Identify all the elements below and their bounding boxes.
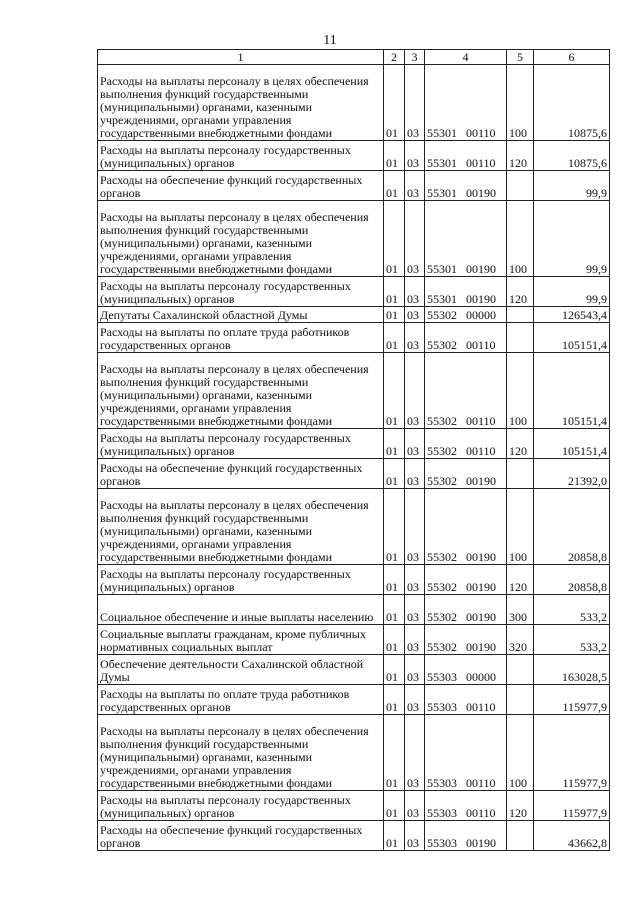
row-amount-cell: 115977,9 bbox=[534, 791, 610, 821]
row-subsection-cell: 03 bbox=[405, 171, 425, 201]
row-amount-cell: 115977,9 bbox=[534, 685, 610, 715]
row-name-cell: Расходы на выплаты персоналу государственных (муниципальных) органов bbox=[98, 429, 384, 459]
row-target-article-cell: 55302 00110 bbox=[425, 323, 507, 353]
row-section-cell: 01 bbox=[384, 353, 405, 429]
row-section-cell: 01 bbox=[384, 821, 405, 851]
row-amount-cell: 10875,6 bbox=[534, 141, 610, 171]
row-expense-type-cell bbox=[507, 821, 534, 851]
row-expense-type-cell bbox=[507, 323, 534, 353]
row-name-cell: Расходы на обеспечение функций государственных органов bbox=[98, 459, 384, 489]
row-amount-cell: 20858,8 bbox=[534, 565, 610, 595]
row-subsection-cell: 03 bbox=[405, 65, 425, 141]
row-amount-cell: 115977,9 bbox=[534, 715, 610, 791]
row-name-cell: Расходы на выплаты персоналу в целях обеспечения выполнения функций государственными (муниципальными) органами, казенными учреждениями, органами управления государственными внебюджетными фондами bbox=[98, 201, 384, 277]
row-name-cell: Расходы на выплаты по оплате труда работников государственных органов bbox=[98, 323, 384, 353]
row-name-cell: Расходы на выплаты персоналу государственных (муниципальных) органов bbox=[98, 565, 384, 595]
table-row bbox=[98, 429, 610, 459]
row-name-cell: Расходы на выплаты персоналу в целях обеспечения выполнения функций государственными (муниципальными) органами, казенными учреждениями, органами управления государственными внебюджетными фондами bbox=[98, 715, 384, 791]
row-amount-cell: 105151,4 bbox=[534, 323, 610, 353]
row-target-article-cell: 55302 00190 bbox=[425, 625, 507, 655]
row-name-cell: Депутаты Сахалинской областной Думы bbox=[98, 307, 384, 323]
row-expense-type-cell bbox=[507, 171, 534, 201]
table-row bbox=[98, 821, 610, 851]
row-expense-type-cell: 120 bbox=[507, 565, 534, 595]
row-expense-type-cell: 100 bbox=[507, 489, 534, 565]
row-amount-cell: 533,2 bbox=[534, 595, 610, 625]
row-subsection-cell: 03 bbox=[405, 821, 425, 851]
row-name-cell: Расходы на выплаты по оплате труда работников государственных органов bbox=[98, 685, 384, 715]
row-subsection-cell: 03 bbox=[405, 141, 425, 171]
row-amount-cell: 99,9 bbox=[534, 277, 610, 307]
row-target-article-cell: 55301 00190 bbox=[425, 201, 507, 277]
row-target-article-cell: 55303 00190 bbox=[425, 821, 507, 851]
row-subsection-cell: 03 bbox=[405, 625, 425, 655]
row-name-cell: Расходы на выплаты персоналу в целях обеспечения выполнения функций государственными (муниципальными) органами, казенными учреждениями, органами управления государственными внебюджетными фондами bbox=[98, 65, 384, 141]
row-subsection-cell: 03 bbox=[405, 429, 425, 459]
row-expense-type-cell: 100 bbox=[507, 353, 534, 429]
row-expense-type-cell bbox=[507, 459, 534, 489]
row-name-cell: Обеспечение деятельности Сахалинской областной Думы bbox=[98, 655, 384, 685]
row-subsection-cell: 03 bbox=[405, 685, 425, 715]
row-section-cell: 01 bbox=[384, 65, 405, 141]
table-row bbox=[98, 459, 610, 489]
row-expense-type-cell: 100 bbox=[507, 65, 534, 141]
row-subsection-cell: 03 bbox=[405, 307, 425, 323]
table-row bbox=[98, 277, 610, 307]
row-expense-type-cell: 100 bbox=[507, 201, 534, 277]
row-target-article-cell: 55303 00110 bbox=[425, 791, 507, 821]
row-name-cell: Расходы на выплаты персоналу государственных (муниципальных) органов bbox=[98, 791, 384, 821]
row-amount-cell: 163028,5 bbox=[534, 655, 610, 685]
row-target-article-cell: 55302 00110 bbox=[425, 429, 507, 459]
row-subsection-cell: 03 bbox=[405, 459, 425, 489]
row-target-article-cell: 55301 00190 bbox=[425, 171, 507, 201]
row-amount-cell: 21392,0 bbox=[534, 459, 610, 489]
row-name-cell: Расходы на выплаты персоналу государственных (муниципальных) органов bbox=[98, 277, 384, 307]
row-name-cell: Расходы на выплаты персоналу государственных (муниципальных) органов bbox=[98, 141, 384, 171]
table-row bbox=[98, 307, 610, 323]
row-subsection-cell: 03 bbox=[405, 791, 425, 821]
row-expense-type-cell: 120 bbox=[507, 141, 534, 171]
header-cell-6: 6 bbox=[534, 50, 610, 65]
row-expense-type-cell: 100 bbox=[507, 715, 534, 791]
row-name-cell: Расходы на обеспечение функций государственных органов bbox=[98, 821, 384, 851]
row-amount-cell: 533,2 bbox=[534, 625, 610, 655]
row-name-cell: Расходы на обеспечение функций государственных органов bbox=[98, 171, 384, 201]
row-amount-cell: 105151,4 bbox=[534, 429, 610, 459]
row-target-article-cell: 55302 00000 bbox=[425, 307, 507, 323]
row-section-cell: 01 bbox=[384, 655, 405, 685]
row-section-cell: 01 bbox=[384, 307, 405, 323]
row-section-cell: 01 bbox=[384, 429, 405, 459]
budget-table bbox=[97, 49, 610, 851]
row-amount-cell: 20858,8 bbox=[534, 489, 610, 565]
table-row bbox=[98, 565, 610, 595]
row-expense-type-cell bbox=[507, 307, 534, 323]
row-section-cell: 01 bbox=[384, 323, 405, 353]
row-target-article-cell: 55302 00190 bbox=[425, 565, 507, 595]
row-expense-type-cell: 120 bbox=[507, 791, 534, 821]
table-header-row bbox=[98, 50, 610, 65]
table-row bbox=[98, 655, 610, 685]
row-section-cell: 01 bbox=[384, 171, 405, 201]
row-expense-type-cell bbox=[507, 655, 534, 685]
row-subsection-cell: 03 bbox=[405, 655, 425, 685]
row-target-article-cell: 55302 00190 bbox=[425, 489, 507, 565]
row-section-cell: 01 bbox=[384, 565, 405, 595]
row-section-cell: 01 bbox=[384, 625, 405, 655]
table-row bbox=[98, 489, 610, 565]
row-section-cell: 01 bbox=[384, 459, 405, 489]
row-target-article-cell: 55301 00110 bbox=[425, 65, 507, 141]
row-target-article-cell: 55301 00190 bbox=[425, 277, 507, 307]
row-section-cell: 01 bbox=[384, 141, 405, 171]
table-row bbox=[98, 353, 610, 429]
row-name-cell: Расходы на выплаты персоналу в целях обеспечения выполнения функций государственными (муниципальными) органами, казенными учреждениями, органами управления государственными внебюджетными фондами bbox=[98, 489, 384, 565]
page-number: 11 bbox=[323, 33, 337, 48]
row-expense-type-cell: 120 bbox=[507, 429, 534, 459]
table-row bbox=[98, 65, 610, 141]
row-subsection-cell: 03 bbox=[405, 489, 425, 565]
table-body bbox=[98, 65, 610, 851]
table-row bbox=[98, 595, 610, 625]
row-subsection-cell: 03 bbox=[405, 595, 425, 625]
row-section-cell: 01 bbox=[384, 791, 405, 821]
row-expense-type-cell: 300 bbox=[507, 595, 534, 625]
row-amount-cell: 43662,8 bbox=[534, 821, 610, 851]
row-target-article-cell: 55303 00110 bbox=[425, 685, 507, 715]
row-subsection-cell: 03 bbox=[405, 353, 425, 429]
row-expense-type-cell: 320 bbox=[507, 625, 534, 655]
header-cell-4: 4 bbox=[425, 50, 507, 65]
row-expense-type-cell bbox=[507, 685, 534, 715]
header-cell-1: 1 bbox=[98, 50, 384, 65]
row-amount-cell: 99,9 bbox=[534, 171, 610, 201]
table-row bbox=[98, 171, 610, 201]
row-amount-cell: 99,9 bbox=[534, 201, 610, 277]
row-amount-cell: 10875,6 bbox=[534, 65, 610, 141]
row-subsection-cell: 03 bbox=[405, 323, 425, 353]
row-section-cell: 01 bbox=[384, 489, 405, 565]
table-row bbox=[98, 715, 610, 791]
row-section-cell: 01 bbox=[384, 715, 405, 791]
row-section-cell: 01 bbox=[384, 685, 405, 715]
row-amount-cell: 126543,4 bbox=[534, 307, 610, 323]
table-row bbox=[98, 201, 610, 277]
header-cell-3: 3 bbox=[405, 50, 425, 65]
row-target-article-cell: 55302 00110 bbox=[425, 353, 507, 429]
header-cell-2: 2 bbox=[384, 50, 405, 65]
row-expense-type-cell: 120 bbox=[507, 277, 534, 307]
table-row bbox=[98, 323, 610, 353]
row-section-cell: 01 bbox=[384, 277, 405, 307]
row-target-article-cell: 55301 00110 bbox=[425, 141, 507, 171]
row-name-cell: Социальные выплаты гражданам, кроме публичных нормативных социальных выплат bbox=[98, 625, 384, 655]
row-target-article-cell: 55303 00110 bbox=[425, 715, 507, 791]
row-section-cell: 01 bbox=[384, 595, 405, 625]
row-name-cell: Социальное обеспечение и иные выплаты населению bbox=[98, 595, 384, 625]
row-target-article-cell: 55302 00190 bbox=[425, 459, 507, 489]
row-section-cell: 01 bbox=[384, 201, 405, 277]
row-subsection-cell: 03 bbox=[405, 201, 425, 277]
row-subsection-cell: 03 bbox=[405, 277, 425, 307]
table-row bbox=[98, 791, 610, 821]
row-target-article-cell: 55303 00000 bbox=[425, 655, 507, 685]
table-row bbox=[98, 685, 610, 715]
row-target-article-cell: 55302 00190 bbox=[425, 595, 507, 625]
table-row bbox=[98, 141, 610, 171]
header-cell-5: 5 bbox=[507, 50, 534, 65]
row-amount-cell: 105151,4 bbox=[534, 353, 610, 429]
table-row bbox=[98, 625, 610, 655]
row-subsection-cell: 03 bbox=[405, 565, 425, 595]
row-name-cell: Расходы на выплаты персоналу в целях обеспечения выполнения функций государственными (муниципальными) органами, казенными учреждениями, органами управления государственными внебюджетными фондами bbox=[98, 353, 384, 429]
row-subsection-cell: 03 bbox=[405, 715, 425, 791]
